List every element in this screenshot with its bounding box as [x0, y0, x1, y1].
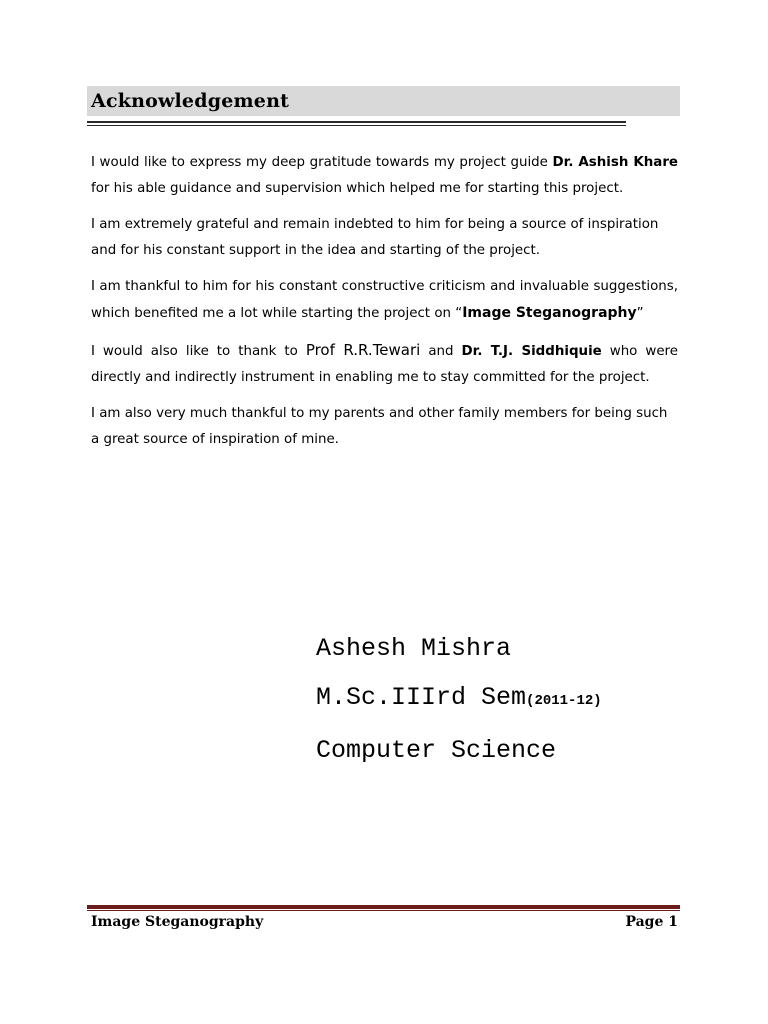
author-course — [316, 673, 602, 726]
doctor-name: Dr. T.J. Siddhiquie — [461, 344, 602, 359]
page-title: Acknowledgement — [91, 90, 290, 112]
paragraph-family — [91, 401, 678, 453]
footer-title: Image Steganography — [91, 914, 264, 930]
paragraph-text: I would like to express my deep gratitude towards my project guide — [91, 155, 553, 170]
paragraph-text: for his able guidance and supervision which helped me for starting this project. — [91, 181, 624, 196]
author-department: Computer Science — [316, 736, 557, 765]
paragraph-text: who were directly and indirectly instrument in enabling me to stay committed for the project. — [91, 344, 679, 385]
page-number: Page 1 — [625, 914, 678, 930]
guide-name: Dr. Ashish Khare — [552, 155, 679, 170]
paragraph-guide — [91, 150, 678, 202]
paragraph-others — [91, 337, 678, 391]
course-label: M.Sc.IIIrd Sem — [316, 683, 527, 712]
project-title: Image Steganography — [462, 305, 637, 321]
signature-block — [316, 624, 602, 775]
paragraph-thankful — [91, 274, 678, 327]
heading-rule-thick — [87, 121, 626, 123]
footer-rule-thin — [87, 910, 680, 911]
paragraph-text: I would also like to thank to — [91, 344, 306, 359]
paragraph-grateful — [91, 212, 678, 264]
heading-rule-thin — [87, 125, 626, 126]
session-year: (2011-12) — [526, 693, 602, 709]
acknowledgement-body — [91, 150, 678, 463]
heading-band — [87, 86, 680, 116]
paragraph-text: I am also very much thankful to my parents and other family members for being such a great source of inspiration of mine. — [91, 406, 668, 447]
paragraph-text: I am thankful to him for his constant constructive criticism and invaluable suggestions, which benefited me a lot while starting the project on “ — [91, 279, 678, 321]
professor-name: Prof R.R.Tewari — [305, 341, 421, 359]
author-name: Ashesh Mishra — [316, 634, 512, 663]
paragraph-text: I am extremely grateful and remain indebted to him for being a source of inspiration and for his constant support in the idea and starting of the project. — [91, 217, 659, 258]
paragraph-text: and — [420, 344, 462, 359]
footer-rule-thick — [87, 905, 680, 909]
paragraph-text: ” — [636, 306, 644, 321]
